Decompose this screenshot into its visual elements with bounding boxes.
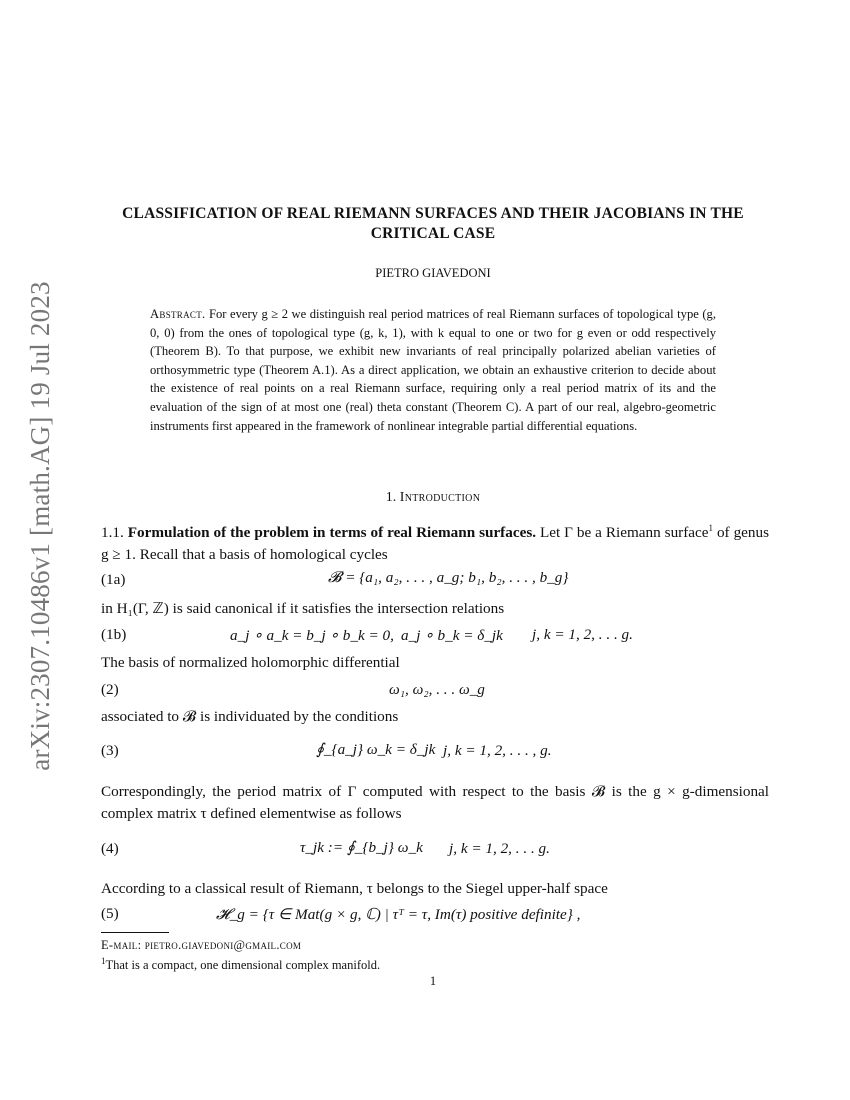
eq-1b-label: (1b) [101,626,127,643]
section-heading [100,490,766,506]
eq-5: 𝓗_g = {τ ∈ Mat(g × g, ℂ) | τᵀ = τ, Im(τ) positive definite} , [216,906,581,923]
eq-4-label: (4) [101,840,119,857]
eq-1b-right: j, k = 1, 2, . . . g. [532,626,633,643]
eq-1a: 𝓑 = {a₁, a₂, . . . , a_g; b₁, b₂, . . . , b_g} [328,569,569,586]
eq-3-right: j, k = 1, 2, . . . , g. [443,742,552,759]
eq-3-label: (3) [101,742,119,759]
paragraph-conditions: associated to 𝓑 is individuated by the conditions [101,708,399,725]
arxiv-stamp: arXiv:2307.10486v1 [math.AG] 19 Jul 2023 [25,281,55,771]
footnote-rule [101,932,169,933]
eq-5-label: (5) [101,905,119,922]
author: PIETRO GIAVEDONI [375,266,491,280]
subsection-lead-rest: of genus g ≥ 1. Recall that a basis of homological cycles [101,524,769,564]
abstract [150,305,716,435]
paper-title: CLASSIFICATION OF REAL RIEMANN SURFACES AND THEIR JACOBIANS IN THE CRITICAL CASE [122,205,744,242]
subsection-title: Formulation of the problem in terms of real Riemann surfaces. [127,524,537,542]
footnote-ref: 1 [708,523,714,533]
eq-2: ω₁, ω₂, . . . ω_g [389,681,485,698]
eq-1b-mid: a_j ∘ b_k = δ_jk [401,627,503,644]
subsection-lead: Let Γ be a Riemann surface [539,524,709,542]
eq-1b-left: a_j ∘ a_k = b_j ∘ b_k = 0, [230,627,394,644]
section-title: Introduction [399,490,481,505]
section-number: 1. [385,490,397,505]
email-footnote: E-mail: pietro.giavedoni@gmail.com [101,938,302,952]
paragraph-period-matrix: Correspondingly, the period matrix of Γ computed with respect to the basis 𝓑 is the g × g-dimensional complex matrix τ defined elementwise as follows [101,783,769,822]
footnote-1-mark: 1 [101,956,106,966]
eq-4-right: j, k = 1, 2, . . . g. [449,840,550,857]
eq-3: ∮_{a_j} ω_k = δ_jk [316,741,436,758]
abstract-label: Abstract. [150,307,206,321]
abstract-text: For every g ≥ 2 we distinguish real period matrices of real Riemann surfaces of topological type (g, 0, 0) from the ones of topological type (g, k, 1), with k equal to one or two for g even or odd respectively (Theorem B). To that purpose, we exhibit new invariants of real principally polarized abelian varieties of orthosymmetric type (Theorem A.1). As a direct application, we obtain an exhaustive criterion to decide about the existence of real points on a real Riemann surface, requiring only a real period matrix of its and the evaluation of the sign of at most one (real) theta constant (Theorem C). A part of our real, algebro-geometric instruments first appeared in the framework of nonlinear integrable partial differential equations. [150,307,717,433]
subsection-paragraph [101,517,769,566]
paragraph-siegel: According to a classical result of Riemann, τ belongs to the Siegel upper-half space [101,880,608,897]
footnote-1 [101,956,769,973]
paragraph-basis: The basis of normalized holomorphic differential [101,654,400,671]
eq-4: τ_jk := ∮_{b_j} ω_k [300,839,423,856]
eq-2-label: (2) [101,681,119,698]
footnote-1-text: That is a compact, one dimensional complex manifold. [105,958,381,973]
subsection-number: 1.1. [101,524,124,542]
eq-1a-label: (1a) [101,571,126,588]
paragraph-canonical: in H₁(Γ, ℤ) is said canonical if it satisfies the intersection relations [101,600,505,617]
page-number: 1 [429,974,437,988]
